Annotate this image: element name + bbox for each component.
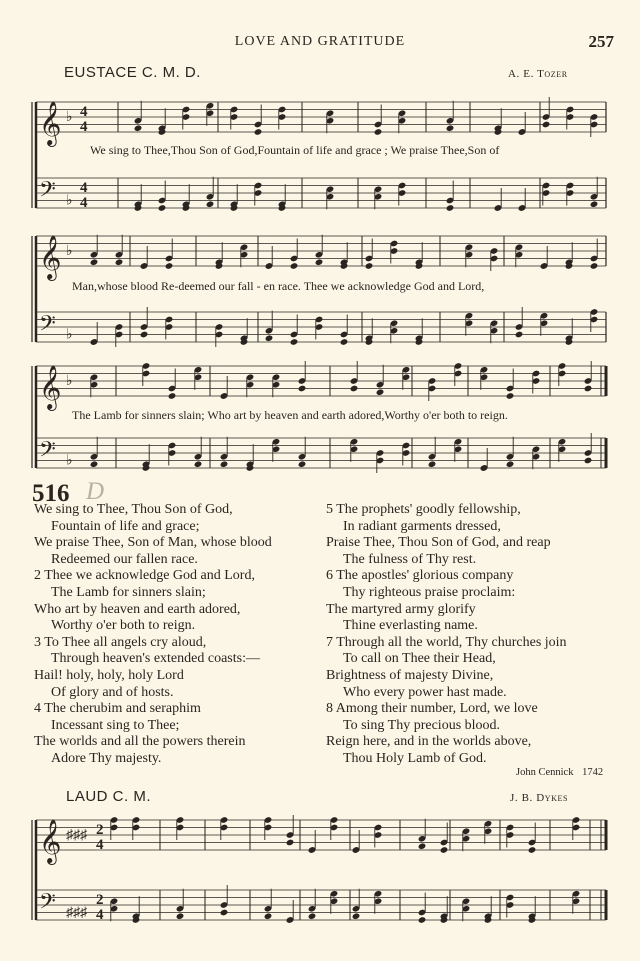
lyrics-line-1: We sing to Thee,Thou Son of God,Fountain of life and grace ; We praise Thee,Son of <box>90 143 500 157</box>
verse-line: Thy righteous praise proclaim: <box>343 584 516 600</box>
verse-line: Hail! holy, holy, holy Lord <box>34 667 184 683</box>
verse-line: The worlds and all the powers therein <box>34 734 246 750</box>
key-signature-icon: ♯♯♯ <box>66 905 87 921</box>
verse-line: The martyred army glorify <box>326 601 476 617</box>
key-signature-icon: ♯♯♯ <box>66 828 87 843</box>
verse-line: We sing to Thee, Thou Son of God, <box>34 502 233 517</box>
hymn-handwritten-mark: D <box>86 478 105 505</box>
lyrics-line-3: The Lamb for sinners slain; Who art by heaven and earth adored,Worthy o'er both to reign. <box>72 408 508 422</box>
verse-line: Thou Holy Lamb of God. <box>343 750 487 766</box>
verse-line: 7 Through all the world, Thy churches join <box>326 634 567 650</box>
key-signature-icon: ♭ <box>66 193 73 209</box>
key-signature-icon: ♭ <box>66 453 73 469</box>
verse-line: Fountain of life and grace; <box>51 518 200 534</box>
treble-clef-icon: 𝄞 <box>39 101 62 145</box>
verse-line: Adore Thy majesty. <box>51 750 162 766</box>
verse-line: Thine everlasting name. <box>343 618 478 634</box>
verse-line: We praise Thee, Son of Man, whose blood <box>34 535 272 551</box>
verse-line: 3 To Thee all angels cry aloud, <box>34 634 207 650</box>
bass-clef-icon: 𝄢 <box>39 437 56 468</box>
verse-line: Who art by heaven and earth adored, <box>34 601 241 617</box>
verse-line: Redeemed our fallen race. <box>51 551 198 567</box>
verse-line: Who every power hast made. <box>343 684 507 700</box>
author-year: 1742 <box>582 767 604 778</box>
verses-left-column <box>34 502 272 768</box>
verse-line: 2 Thee we acknowledge God and Lord, <box>34 568 255 584</box>
lyrics-line-2: Man,whose blood Re-deemed our fall - en race. Thee we acknowledge God and Lord, <box>72 279 485 293</box>
page-number: 257 <box>588 32 614 51</box>
verse-line: 5 The prophets' goodly fellowship, <box>326 502 521 517</box>
treble-clef-icon: 𝄞 <box>39 365 62 409</box>
verse-line: Worthy o'er both to reign. <box>51 618 196 634</box>
verse-line: Of glory and of hosts. <box>51 684 174 700</box>
verse-line: Praise Thee, Thou Son of God, and reap <box>326 535 551 551</box>
verse-line: Incessant sing to Thee; <box>51 717 180 733</box>
key-signature-icon: ♭ <box>66 110 73 125</box>
key-signature-icon: ♭ <box>66 327 73 343</box>
tune-name-laud: LAUD C. M. <box>66 788 152 805</box>
verse-line: 4 The cherubim and seraphim <box>34 701 201 717</box>
verse-line: The fulness of Thy rest. <box>343 551 477 567</box>
time-signature: 4 <box>96 837 104 853</box>
verse-line: The Lamb for sinners slain; <box>51 584 206 600</box>
verse-line: 6 The apostles' glorious company <box>326 568 514 584</box>
time-signature: 2 <box>96 892 104 908</box>
bass-clef-icon: 𝄢 <box>39 177 56 208</box>
key-signature-icon: ♭ <box>66 244 73 259</box>
bass-clef-icon: 𝄢 <box>39 889 56 920</box>
music-system-4 <box>0 808 640 958</box>
bass-clef-icon: 𝄢 <box>39 311 56 342</box>
tune-composer-tozer: A. E. Tozer <box>508 68 568 80</box>
verses-right-column <box>326 502 567 768</box>
verse-line: To sing Thy precious blood. <box>343 717 501 733</box>
treble-clef-icon: 𝄞 <box>39 235 62 279</box>
running-header: LOVE AND GRATITUDE <box>234 34 406 49</box>
verse-line: Reign here, and in the worlds above, <box>326 734 532 750</box>
author-name: John Cennick <box>516 767 574 778</box>
time-signature: 4 <box>80 104 88 120</box>
verse-line: To call on Thee their Head, <box>343 651 496 667</box>
key-signature-icon: ♭ <box>66 374 73 389</box>
verse-line: 8 Among their number, Lord, we love <box>326 701 538 717</box>
time-signature: 4 <box>80 195 88 211</box>
time-signature: 4 <box>80 180 88 196</box>
time-signature: 4 <box>80 119 88 135</box>
hymn-attribution <box>516 767 603 778</box>
time-signature: 4 <box>96 907 104 923</box>
treble-clef-icon: 𝄞 <box>39 819 62 863</box>
verse-line: Brightness of majesty Divine, <box>326 667 494 683</box>
time-signature: 2 <box>96 822 104 838</box>
tune-name-eustace: EUSTACE C. M. D. <box>64 64 201 81</box>
tune-composer-dykes: J. B. Dykes <box>510 792 569 804</box>
hymn-number: 516 <box>32 480 70 507</box>
verse-line: Through heaven's extended coasts:— <box>51 651 260 667</box>
verse-line: In radiant garments dressed, <box>343 518 501 534</box>
